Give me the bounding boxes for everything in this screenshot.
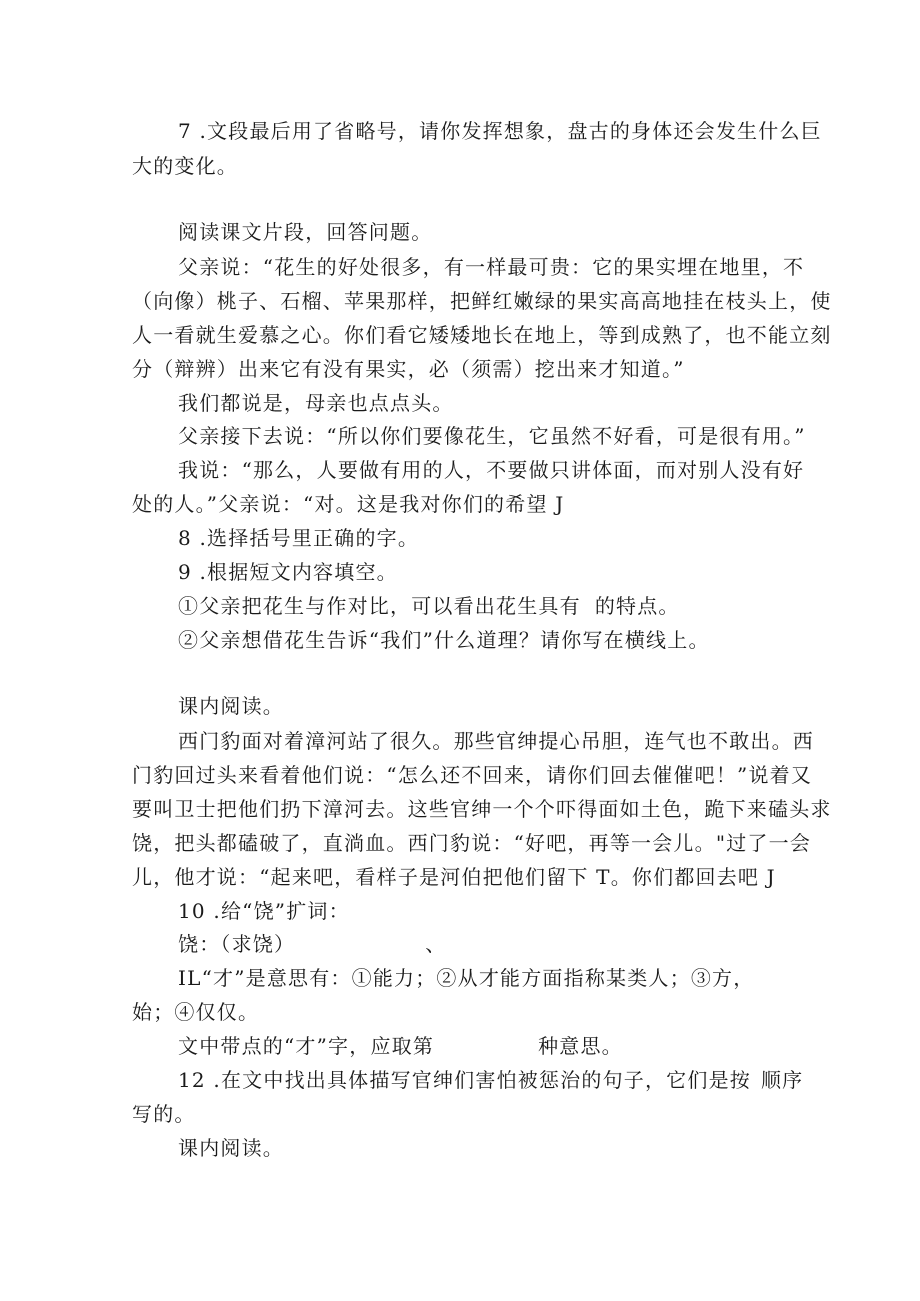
passage1-line: 处的人。”父亲说：“对。这是我对你们的希望 J xyxy=(132,492,565,516)
question-9: 9 .根据短文内容填空。 xyxy=(178,560,398,584)
question-11-question-text-b: 种意思。 xyxy=(538,1034,623,1058)
passage1-line: （向像）桃子、石榴、苹果那样，把鲜红嫩绿的果实高高地挂在枝头上，使 xyxy=(132,289,832,313)
question-11-question xyxy=(178,1033,623,1059)
question-11-question-text-a: 文中带点的“才”字，应取第 xyxy=(178,1034,435,1058)
passage1-line: 我们都说是，母亲也点点头。 xyxy=(178,391,454,415)
question-11-line2: 始；④仅仅。 xyxy=(132,1000,260,1024)
question-10: 10 .给“饶”扩词： xyxy=(178,899,350,923)
passage2-line: 要叫卫士把他们扔下漳河去。这些官绅一个个吓得面如土色，跪下来磕头求 xyxy=(132,797,832,821)
passage1-line: 父亲接下去说：“所以你们要像花生，它虽然不好看，可是很有用。” xyxy=(178,424,806,448)
passage1-line: 我说：“那么，人要做有用的人，不要做只讲体面，而对别人没有好 xyxy=(178,458,805,482)
question-10-separator: 、 xyxy=(425,932,447,956)
question-12-line1 xyxy=(178,1067,803,1093)
q7-line2: 大的变化。 xyxy=(132,154,238,178)
passage1-intro: 阅读课文片段，回答问题。 xyxy=(178,220,433,244)
passage2-line: 西门豹面对着漳河站了很久。那些官绅提心吊胆，连气也不敢出。西 xyxy=(178,729,814,753)
passage2-intro: 课内阅读。 xyxy=(178,694,284,718)
question-9-part2: ②父亲想借花生告诉“我们”什么道理？请你写在横线上。 xyxy=(178,628,710,652)
question-12-text-a: 12 .在文中找出具体描写官绅们害怕被惩治的句子，它们是按 xyxy=(178,1068,751,1092)
question-10-answer-text: 饶：（求饶） xyxy=(178,932,296,956)
passage1-line: 父亲说：“花生的好处很多，有一样最可贵：它的果实埋在地里，不 xyxy=(178,255,805,279)
passage1-line: 人一看就生爱慕之心。你们看它矮矮地长在地上，等到成熟了，也不能立刻 xyxy=(132,323,832,347)
q7-line1: 7 .文段最后用了省略号，请你发挥想象，盘古的身体还会发生什么巨 xyxy=(178,119,822,143)
passage2-line: 儿，他才说：“起来吧，看样子是河伯把他们留下 T。你们都回去吧 J xyxy=(132,865,776,889)
passage3-intro: 课内阅读。 xyxy=(178,1136,284,1160)
question-9-part1-text-a: ①父亲把花生与作对比，可以看出花生具有 xyxy=(178,594,581,618)
question-8: 8 .选择括号里正确的字。 xyxy=(178,526,420,550)
question-11-line1: IL“才”是意思有：①能力；②从才能方面指称某类人；③方， xyxy=(178,966,755,990)
passage2-line: 饶，把头都磕破了，直淌血。西门豹说：“好吧，再等一会儿。"过了一会 xyxy=(132,831,812,855)
question-9-part1 xyxy=(178,593,680,619)
question-10-answer xyxy=(178,931,446,957)
passage1-line: 分（辩辨）出来它有没有果实，必（须需）挖出来才知道。” xyxy=(132,357,685,381)
passage2-line: 门豹回过头来看着他们说：“怎么还不回来，请你们回去催催吧！”说着又 xyxy=(132,763,813,787)
question-9-part1-text-b: 的特点。 xyxy=(594,594,680,618)
question-12-line2: 写的。 xyxy=(132,1102,196,1126)
question-12-text-b: 顺序 xyxy=(760,1068,804,1092)
